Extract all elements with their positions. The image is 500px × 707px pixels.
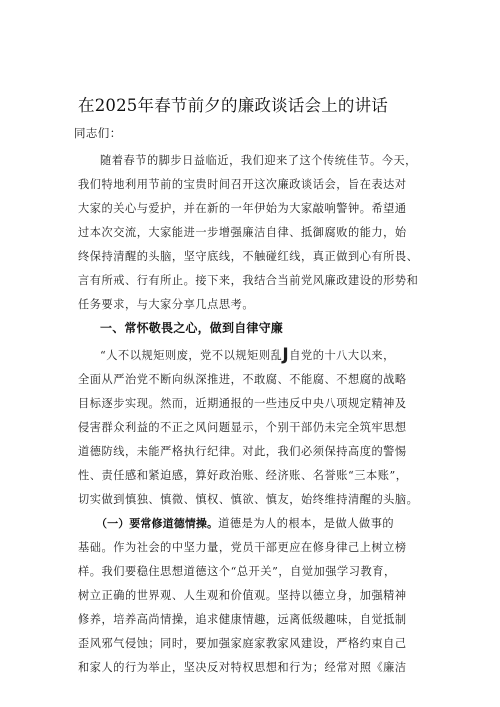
intro-line: 终保持清醒的头脑，坚守底线，不触碰红线，真正做到心有所畏、	[78, 250, 419, 263]
quote-close-glyph: J	[282, 345, 290, 365]
section1-line1-rest: 自党的十八大以来，	[289, 349, 395, 362]
subsection-line: 树立正确的世界观、人生观和价值观。坚持以德立身，加强精神	[78, 589, 407, 602]
section-heading: 一、常怀敬畏之心，做到自律守廉	[100, 321, 284, 335]
intro-line: 我们特地利用节前的宝贵时间召开这次廉政谈话会，旨在表达对	[78, 178, 407, 191]
section1-line: 全面从严治党不断向纵深推进，不敢腐、不能腐、不想腐的战略	[78, 373, 407, 386]
section1-line	[100, 347, 395, 363]
section1-line: 侵害群众利益的不正之风问题显示，个别干部仍未完全筑牢思想	[78, 421, 407, 434]
section1-line: 道德防线，未能严格执行纪律。对此，我们必须保持高度的警惕	[78, 445, 407, 458]
subsection-line1-rest: 道德是为人的根本，是做人做事的	[218, 517, 395, 530]
subsection-line: 歪风邪气侵蚀；同时，要加强家庭家教家风建设，严格约束自己	[78, 637, 407, 650]
intro-line: 大家的关心与爱护，并在新的一年伊始为大家敲响警钟。希望通	[78, 202, 407, 215]
intro-line: 过本次交流，大家能进一步增强廉洁自律、抵御腐败的能力，始	[78, 226, 407, 239]
subsection-line	[96, 515, 394, 531]
intro-line: 言有所戒、行有所止。接下来，我结合当前党风廉政建设的形势和	[78, 274, 419, 287]
document-title: 在2025年春节前夕的廉政谈话会上的讲话	[78, 96, 388, 115]
subsection-line: 和家人的行为举止，坚决反对特权思想和行为；经常对照《廉洁	[78, 661, 407, 674]
section1-quote: “人不以规矩则废，党不以规矩则乱	[100, 349, 283, 362]
subsection-line: 基础。作为社会的中坚力量，党员干部更应在修身律己上树立榜	[78, 541, 407, 554]
section1-line: 目标逐步实现。然而，近期通报的一些违反中央八项规定精神及	[78, 397, 407, 410]
section1-line: 性、责任感和紧迫感，算好政治账、经济账、名誉账“三本账”，	[78, 469, 408, 482]
section1-line: 切实做到慎独、慎微、慎权、慎欲、慎友，始终维持清醒的头脑。	[78, 493, 419, 506]
intro-line: 任务要求，与大家分享几点思考。	[78, 298, 255, 311]
subsection-heading: （一）要常修道德情操。	[96, 517, 219, 530]
salutation: 同志们：	[74, 126, 122, 140]
subsection-line: 修养，培养高尚情操，追求健康情趣，远离低级趣味，自觉抵制	[78, 613, 407, 626]
subsection-line: 样。我们要稳住思想道德这个“总开关”，自觉加强学习教育，	[78, 565, 396, 578]
intro-line: 随着春节的脚步日益临近，我们迎来了这个传统佳节。今天，	[100, 154, 417, 167]
